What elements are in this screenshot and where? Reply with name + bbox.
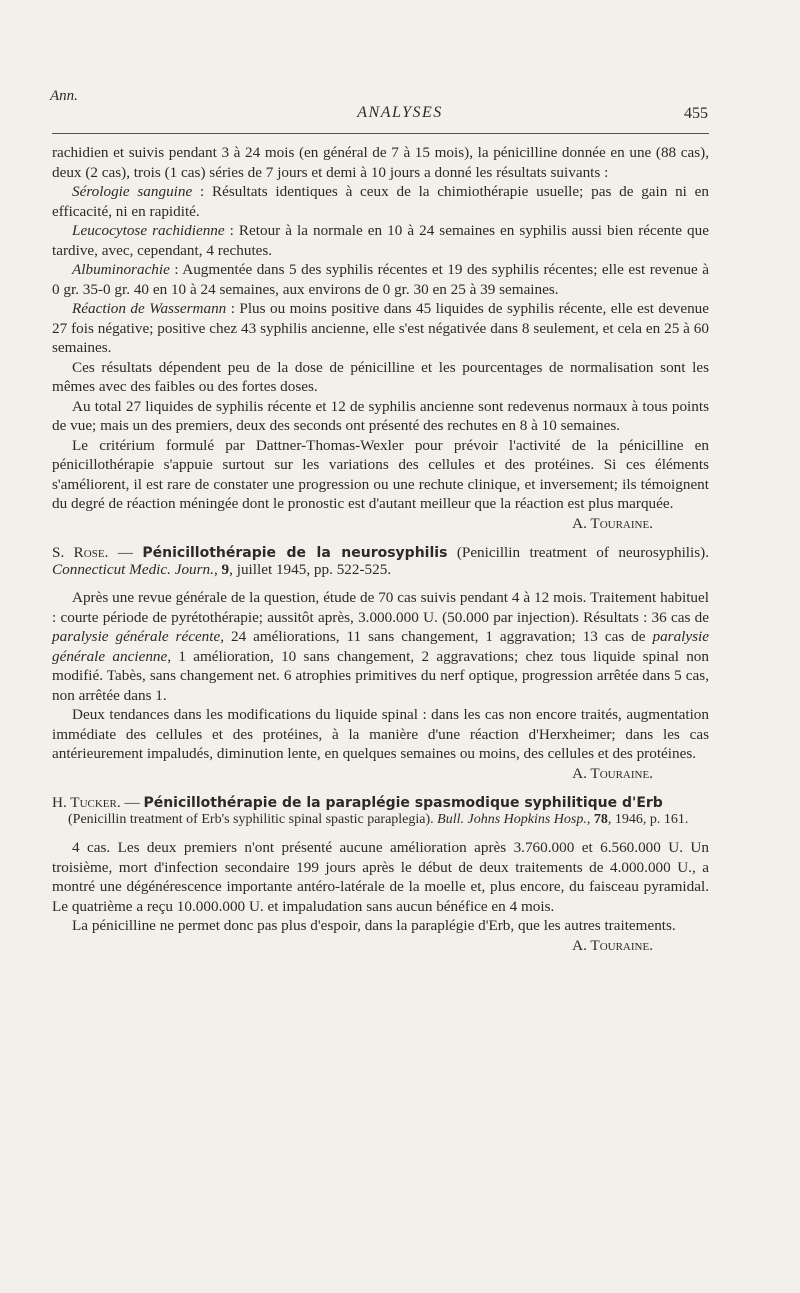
journal-abbrev: Ann. <box>50 88 78 104</box>
paragraph-text: : Augmentée dans 5 des syphilis récentes et 19 des syphilis récentes; elle est revenue à 0 gr. 35-0 gr. 40 en 10 à 24 semaines, aux environs de 0 gr. 30 en 25 à 39 semaines. <box>52 261 709 298</box>
paragraph-label: Sérologie sanguine <box>72 183 193 200</box>
italic-term: paralysie générale récente <box>52 628 221 645</box>
italic-term: paralysie générale ancienne <box>52 628 709 665</box>
paragraph: rachidien et suivis pendant 3 à 24 mois (en général de 7 à 15 mois), la pénicilline donnée en une (88 cas), deux (2 cas), trois (1 cas) séries de 7 jours et demi à 10 jours a donné les résultats suivants : <box>52 144 709 181</box>
abstract-paragraph: La pénicilline ne permet donc pas plus d'espoir, dans la paraplégie d'Erb, que les autres traitements. <box>72 917 676 934</box>
reference-title: Pénicillothérapie de la paraplégie spasmodique syphilitique d'Erb <box>143 795 663 811</box>
paragraph-label: Albuminorachie <box>72 261 170 278</box>
reference-author: H. Tucker. <box>52 794 121 811</box>
reference-date-pages: , juillet 1945, pp. 522-525. <box>229 560 392 578</box>
signature: A. Touraine. <box>572 514 653 532</box>
paragraph-wassermann <box>52 299 709 358</box>
paragraph: Ces résultats dépendent peu de la dose de pénicilline et les pourcentages de normalisation sont les mêmes avec des faibles ou des fortes doses. <box>52 358 709 395</box>
abstract-paragraph <box>52 588 709 705</box>
text: , 24 améliorations, 11 sans changement, 1 aggravation; 13 cas de <box>220 628 653 645</box>
reference-journal: Bull. Johns Hopkins Hosp. <box>437 811 587 827</box>
closing-line <box>52 916 709 936</box>
page-number: 455 <box>684 105 708 122</box>
reference-author: S. Rose. <box>52 544 109 561</box>
separator: , <box>586 811 594 827</box>
paragraph-label: Leucocytose rachidienne <box>72 222 225 239</box>
paragraph-label: Réaction de Wassermann <box>72 300 227 317</box>
paragraph: Au total 27 liquides de syphilis récente et 12 de syphilis ancienne sont redevenus normaux à tous points de vue; mais un des premiers, deux des seconds ont présenté des rechutes en 8 à 10 semaines. <box>52 397 709 434</box>
page-content <box>52 143 709 955</box>
reference-volume: 78 <box>593 811 608 827</box>
paragraph-text: : Plus ou moins positive dans 45 liquides de syphilis récente, elle est devenue 27 fois négative; positive chez 43 syphilis ancienne, elle s'est négativée dans 8 seulement, et cela en 25 à 60 semaines. <box>52 300 709 356</box>
paragraph: Le critérium formulé par Dattner-Thomas-Wexler pour prévoir l'activité de la pénicilline en pénicillothérapie s'appuie surtout sur les variations des cellules et des protéines. Si ces éléments s'améliorent, il est rare de constater une progression ou une rechute clinique, et inversement; ils témoignent du degré de réaction méningée dont le pronostic est d'autant meilleur que la réaction est plus marquée. <box>52 436 709 512</box>
reference-date-pages: , 1946, p. 161. <box>607 811 689 827</box>
reference-tucker <box>52 795 709 828</box>
text: , 1 amélioration, 10 sans changement, 2 aggravations; chez tous liquide spinal non modifié. Tabès, sans changement net. 6 atrophies primitives du nerf optique, progression arrêtée dans 5 cas, non arrêtée dans 1. <box>52 647 709 704</box>
reference-title: Pénicillothérapie de la neurosyphilis <box>142 545 448 561</box>
reference-translation: (Penicillin treatment of Erb's syphilitic spinal spastic paraplegia). <box>68 811 438 827</box>
paragraph-text: : Résultats identiques à ceux de la chimiothérapie usuelle; pas de gain ni en efficacité, ni en rapidité. <box>52 183 709 220</box>
paragraph-serologie <box>52 182 709 221</box>
paragraph-albuminorachie <box>52 260 709 299</box>
abstract-paragraph: Deux tendances dans les modifications du liquide spinal : dans les cas non encore traités, augmentation immédiate des cellules et des protéines, à la manière d'une réaction d'Herxheimer; dans les cas antérieurement impaludés, diminution lente, en quelques semaines ou moins, des cellules et des protéines. <box>52 706 709 762</box>
paragraph-text: : Retour à la normale en 10 à 24 semaines en syphilis aussi bien récente que tardive, avec, cependant, 4 rechutes. <box>52 222 709 259</box>
reference-volume: 9 <box>221 560 230 578</box>
reference-translation: (Penicillin treatment of neurosyphilis). <box>447 544 710 561</box>
reference-rose <box>52 545 709 578</box>
separator: , <box>213 560 222 578</box>
signature: A. Touraine. <box>572 936 653 954</box>
dash: — <box>108 544 143 561</box>
dash: — <box>120 794 144 811</box>
running-title: ANALYSES <box>357 104 443 121</box>
paragraph-leucocytose <box>52 221 709 260</box>
abstract-paragraph: 4 cas. Les deux premiers n'ont présenté aucune amélioration après 3.760.000 et 6.560.000 U. Un troisième, mort d'infection secondaire 199 jours après le début de deux traitements de 4.000.000 U., a montré une dégénérescence importante antéro-latérale de la moelle et, plus encore, du faisceau pyramidal. Le quatrième a reçu 10.000.000 U. et impaludation sans aucun bénéfice en 4 mois. <box>52 839 709 915</box>
header-rule <box>52 133 709 134</box>
reference-details <box>52 812 709 829</box>
text: Après une revue générale de la question, étude de 70 cas suivis pendant 4 à 12 mois. Traitement habituel : courte période de pyrétothérapie; aussitôt après, 3.000.000 U. (50.000 par injection). Résultats : 36 cas de <box>52 589 709 626</box>
signature: A. Touraine. <box>572 764 653 782</box>
reference-journal: Connecticut Medic. Journ. <box>52 560 214 578</box>
